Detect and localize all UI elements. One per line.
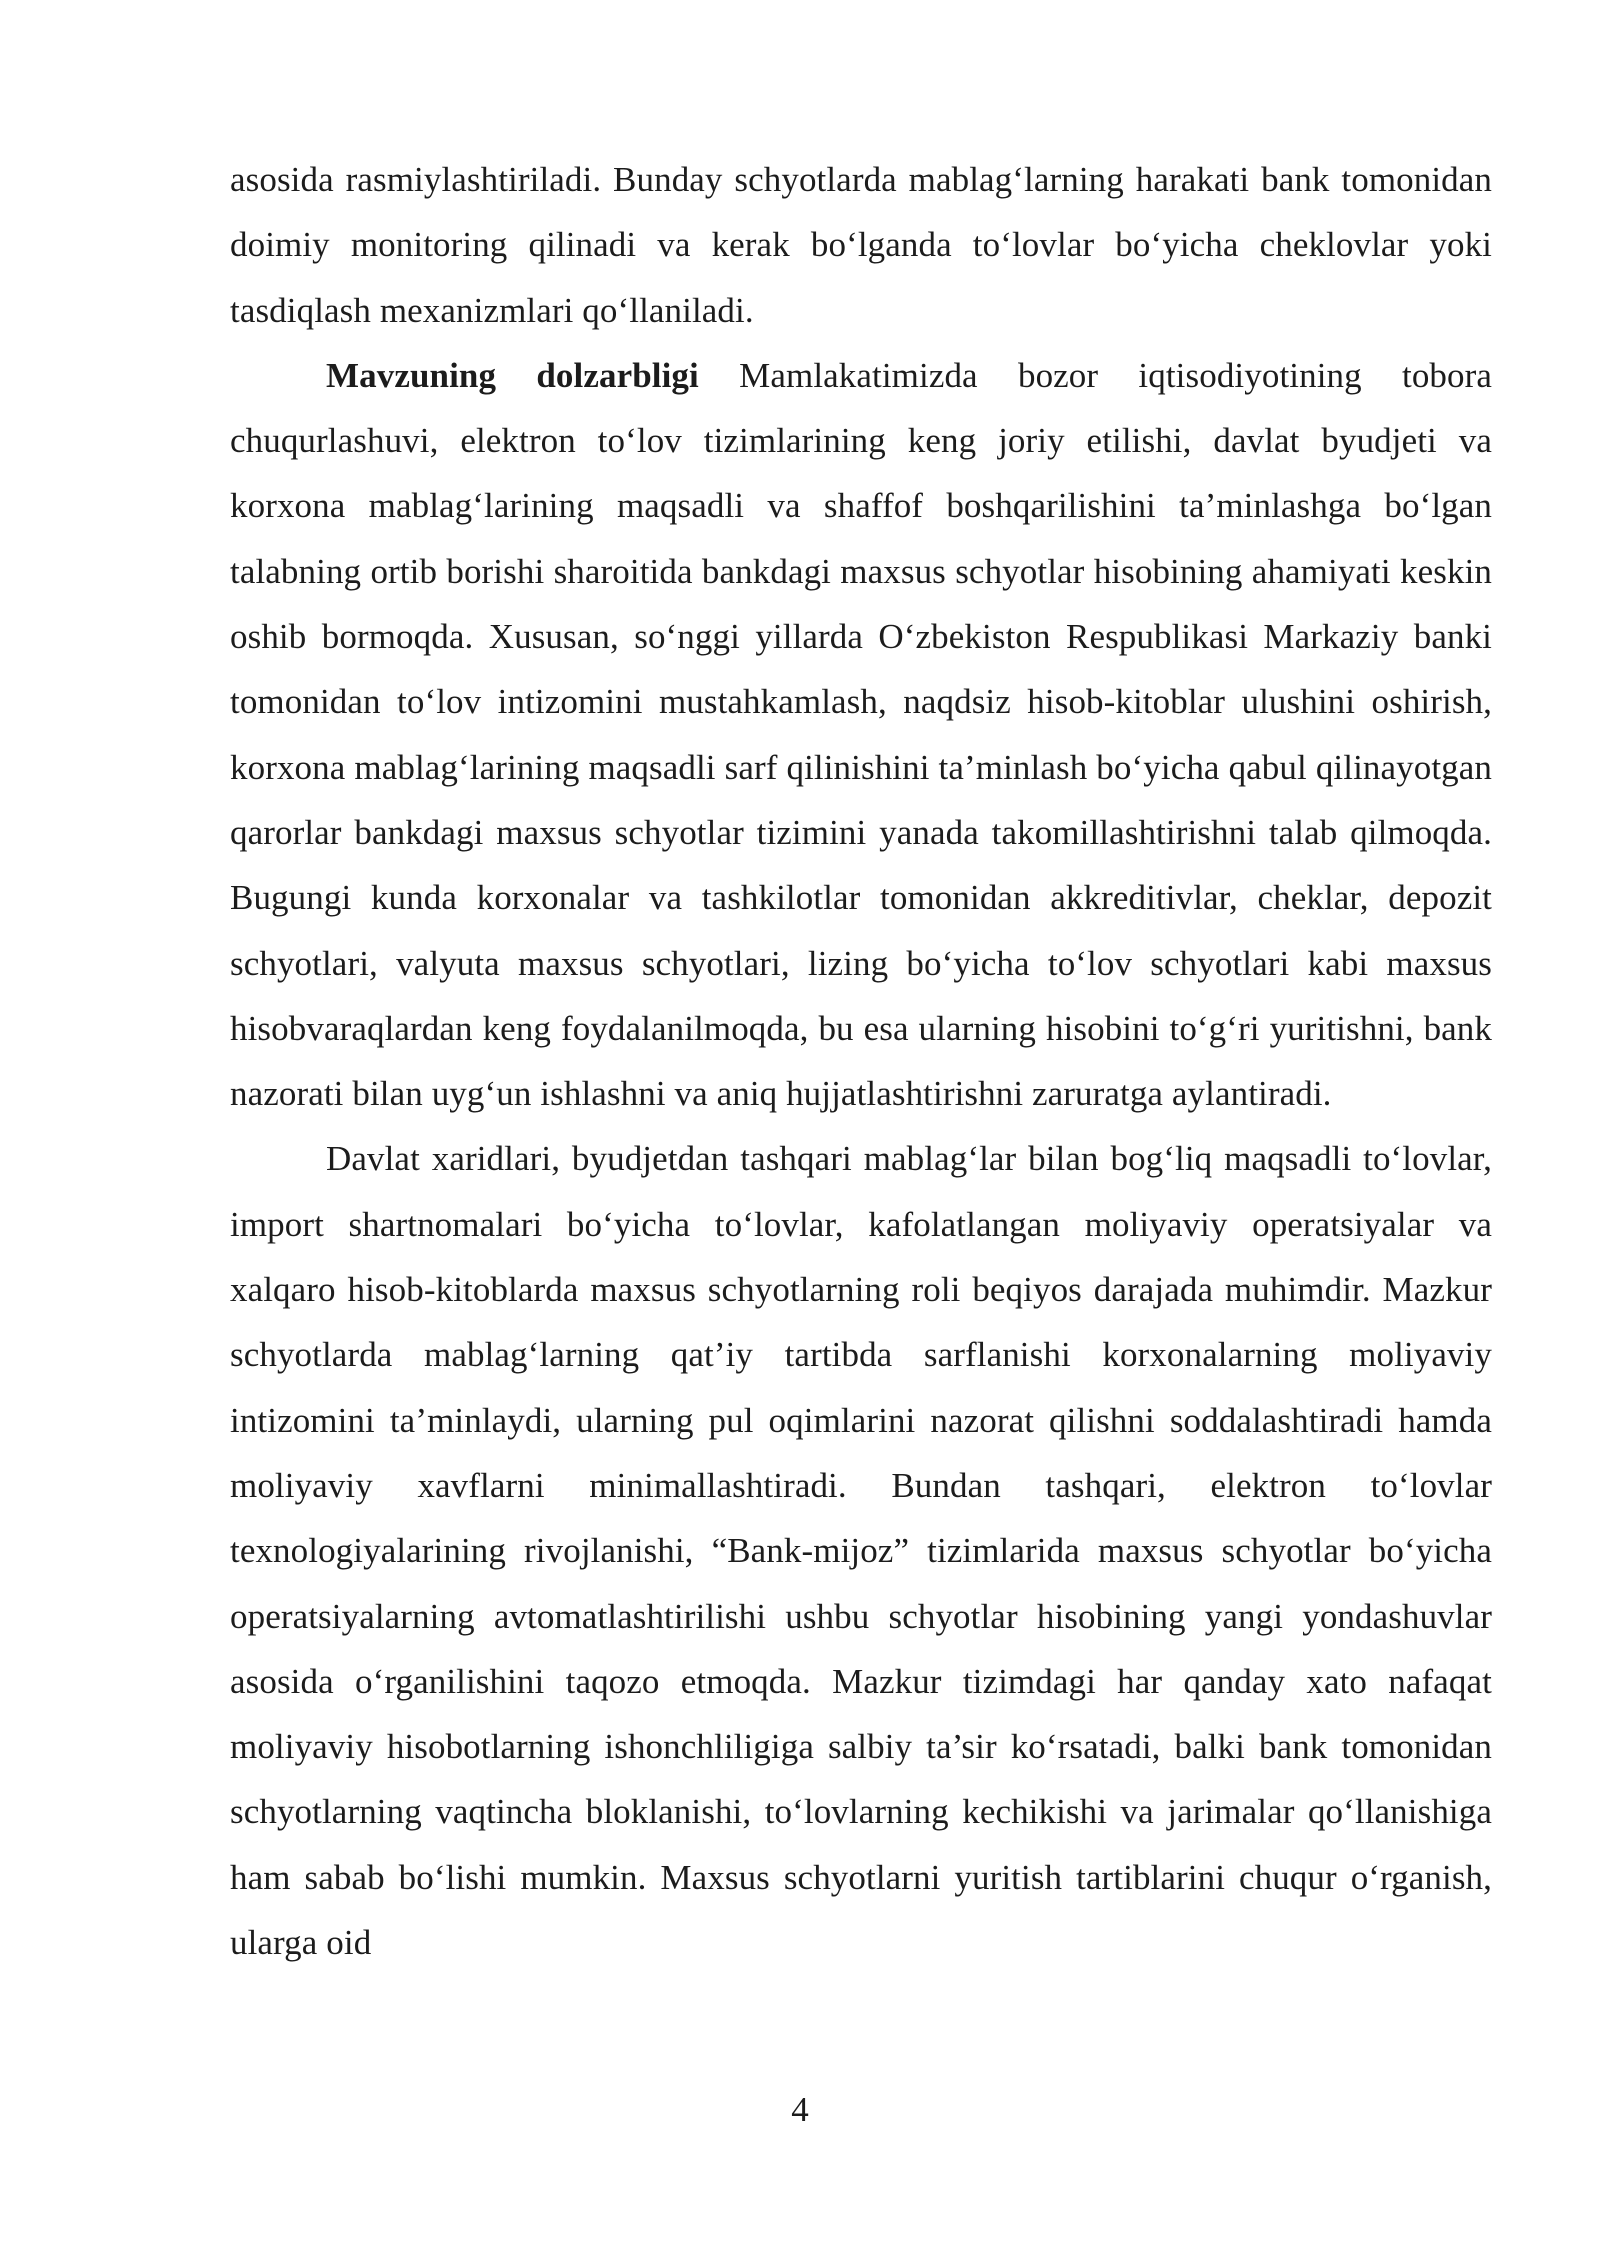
paragraph-text: Mamlakatimizda bozor iqtisodiyotining tobora chuqurlashuvi, elektron to‘lov tizimlarining keng joriy etilishi, davlat byudjeti va korxona mablag‘larining maqsadli va shaffof boshqarilishini ta’minlashga bo‘lgan talabning ortib borishi sharoitida bankdagi maxsus schyotlar hisobining ahamiyati keskin oshib bormoqda. Xususan, so‘nggi yillarda O‘zbekiston Respublikasi Markaziy banki tomonidan to‘lov intizomini mustahkamlash, naqdsiz hisob-kitoblar ulushini oshirish, korxona mablag‘larining maqsadli sarf qilinishini ta’minlash bo‘yicha qabul qilinayotgan qarorlar bankdagi maxsus schyotlar tizimini yanada takomillashtirishni talab qilmoqda. Bugungi kunda korxonalar va tashkilotlar tomonidan akkreditivlar, cheklar, depozit schyotlari, valyuta maxsus schyotlari, lizing bo‘yicha to‘lov schyotlari kabi maxsus hisobvaraqlardan keng foydalanilmoqda, bu esa ularning hisobini to‘g‘ri yuritishni, bank nazorati bilan uyg‘un ishlashni va aniq hujjatlashtirishni zaruratga aylantiradi. xyxy=(230,355,1493,1114)
paragraph-continuation xyxy=(230,147,1492,343)
page-number: 4 xyxy=(791,2090,809,2129)
paragraph-relevance xyxy=(230,343,1492,1127)
paragraph-lead-heading: Mavzuning dolzarbligi xyxy=(326,355,699,395)
page-body xyxy=(230,147,1492,1975)
paragraph-text: asosida rasmiylashtiriladi. Bunday schyotlarda mablag‘larning harakati bank tomonidan doimiy monitoring qilinadi va kerak bo‘lganda to‘lovlar bo‘yicha cheklovlar yoki tasdiqlash mexanizmlari qo‘llaniladi. xyxy=(230,160,1492,330)
paragraph-role-of-special-accounts xyxy=(230,1126,1492,1975)
paragraph-text: Davlat xaridlari, byudjetdan tashqari mablag‘lar bilan bog‘liq maqsadli to‘lovlar, import shartnomalari bo‘yicha to‘lovlar, kafolatlangan moliyaviy operatsiyalar va xalqaro hisob-kitoblarda maxsus schyotlarning roli beqiyos darajada muhimdir. Mazkur schyotlarda mablag‘larning qat’iy tartibda sarflanishi korxonalarning moliyaviy intizomini ta’minlaydi, ularning pul oqimlarini nazorat qilishni soddalashtiradi hamda moliyaviy xavflarni minimallashtiradi. Bundan tashqari, elektron to‘lovlar texnologiyalarining rivojlanishi, “Bank-mijoz” tizimlarida maxsus schyotlar bo‘yicha operatsiyalarning avtomatlashtirilishi ushbu schyotlar hisobining yangi yondashuvlar asosida o‘rganilishini taqozo etmoqda. Mazkur tizimdagi har qanday xato nafaqat moliyaviy hisobotlarning ishonchliligiga salbiy ta’sir ko‘rsatadi, balki bank tomonidan schyotlarning vaqtincha bloklanishi, to‘lovlarning kechikishi va jarimalar qo‘llanishiga ham sabab bo‘lishi mumkin. Maxsus schyotlarni yuritish tartiblarini chuqur o‘rganish, ularga oid xyxy=(230,1139,1492,1963)
